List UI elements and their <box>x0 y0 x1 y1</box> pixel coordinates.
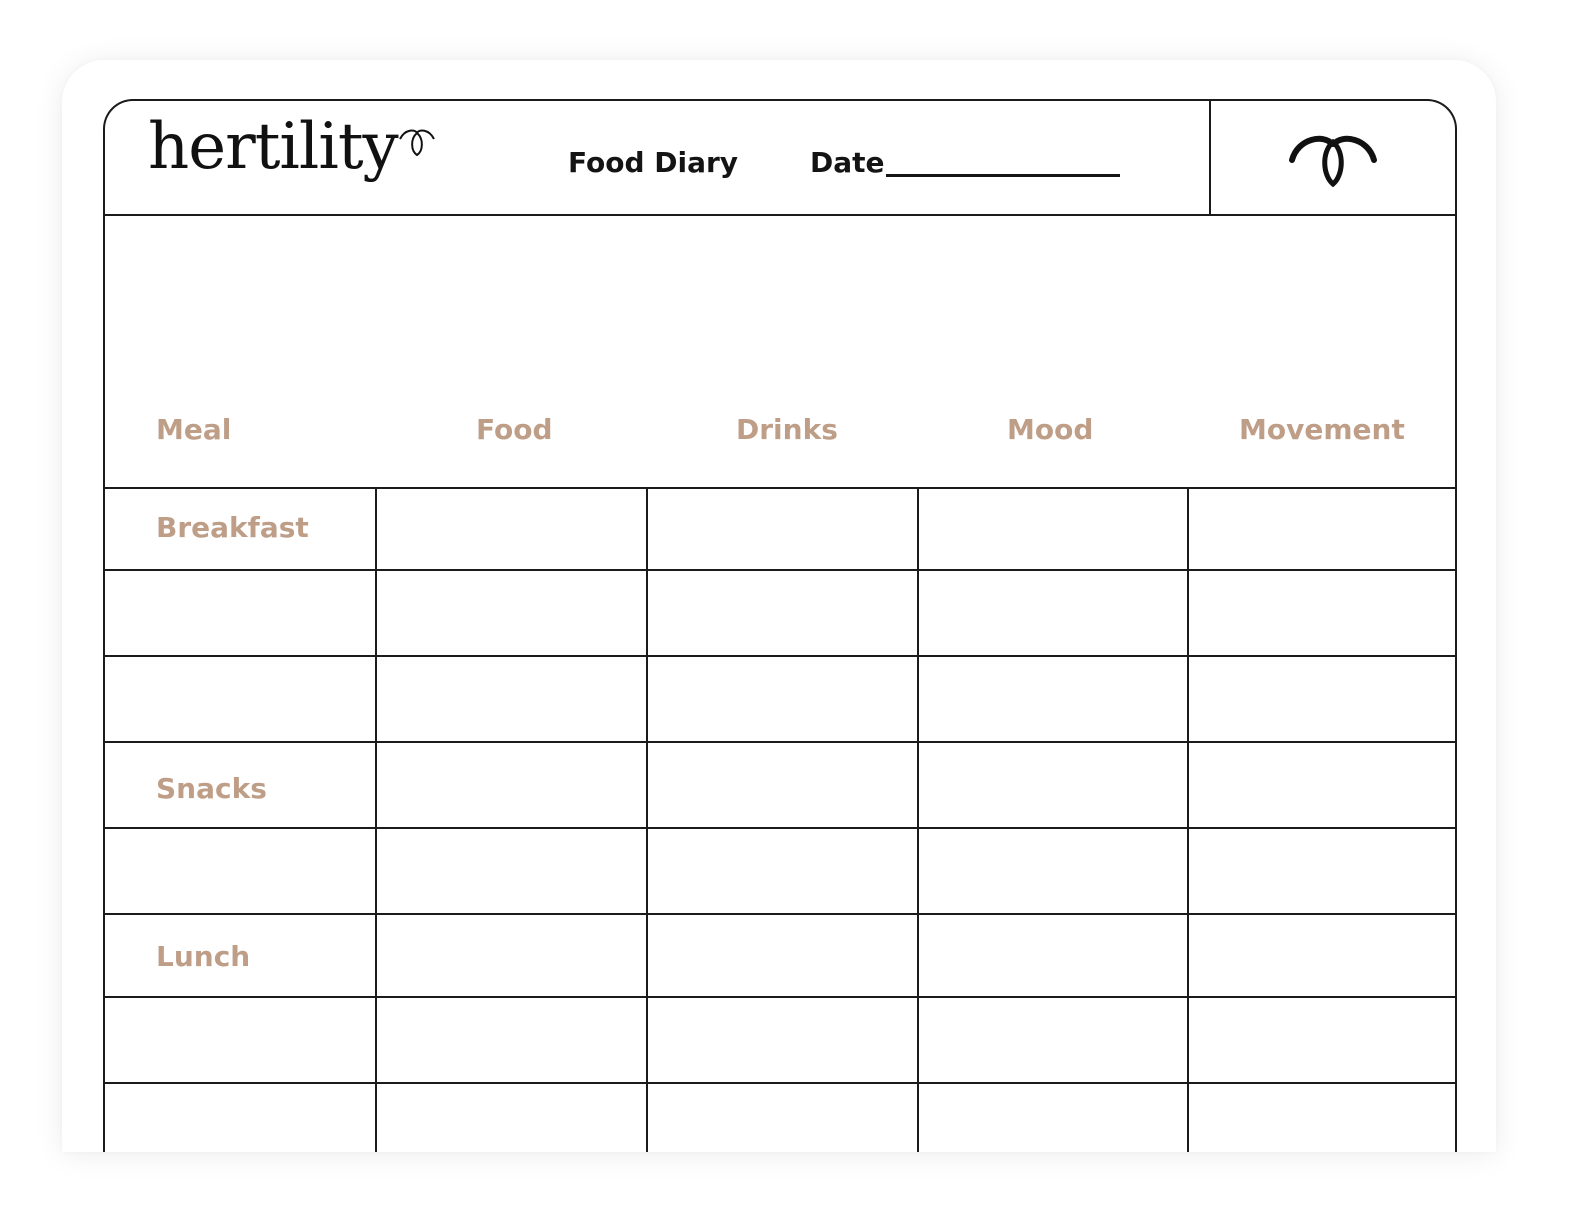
column-header-movement: Movement <box>1239 413 1405 446</box>
row-label-breakfast: Breakfast <box>156 511 309 544</box>
page-card <box>62 60 1496 1152</box>
table-rule <box>105 1082 1457 1084</box>
date-field-line[interactable] <box>886 174 1120 177</box>
header-divider <box>1209 101 1211 216</box>
brand-mark-icon <box>397 127 437 157</box>
table-rule <box>105 569 1457 571</box>
table-rule <box>105 741 1457 743</box>
diary-header <box>105 101 1455 216</box>
brand-mark-icon <box>1288 130 1378 190</box>
column-rule <box>375 487 377 1152</box>
column-header-food: Food <box>476 413 553 446</box>
column-header-meal: Meal <box>156 413 232 446</box>
table-rule <box>105 655 1457 657</box>
table-rule <box>105 487 1457 489</box>
table-rule <box>105 913 1457 915</box>
table-rule <box>105 996 1457 998</box>
page-title: Food Diary <box>568 146 739 179</box>
table-rule <box>105 827 1457 829</box>
row-label-lunch: Lunch <box>156 940 251 973</box>
brand-logo: hertility <box>148 110 398 184</box>
date-label: Date <box>810 146 885 179</box>
column-header-mood: Mood <box>1007 413 1094 446</box>
column-rule <box>646 487 648 1152</box>
column-header-drinks: Drinks <box>736 413 838 446</box>
column-rule <box>1187 487 1189 1152</box>
row-label-snacks: Snacks <box>156 772 267 805</box>
food-diary-sheet <box>103 99 1457 1152</box>
column-rule <box>917 487 919 1152</box>
